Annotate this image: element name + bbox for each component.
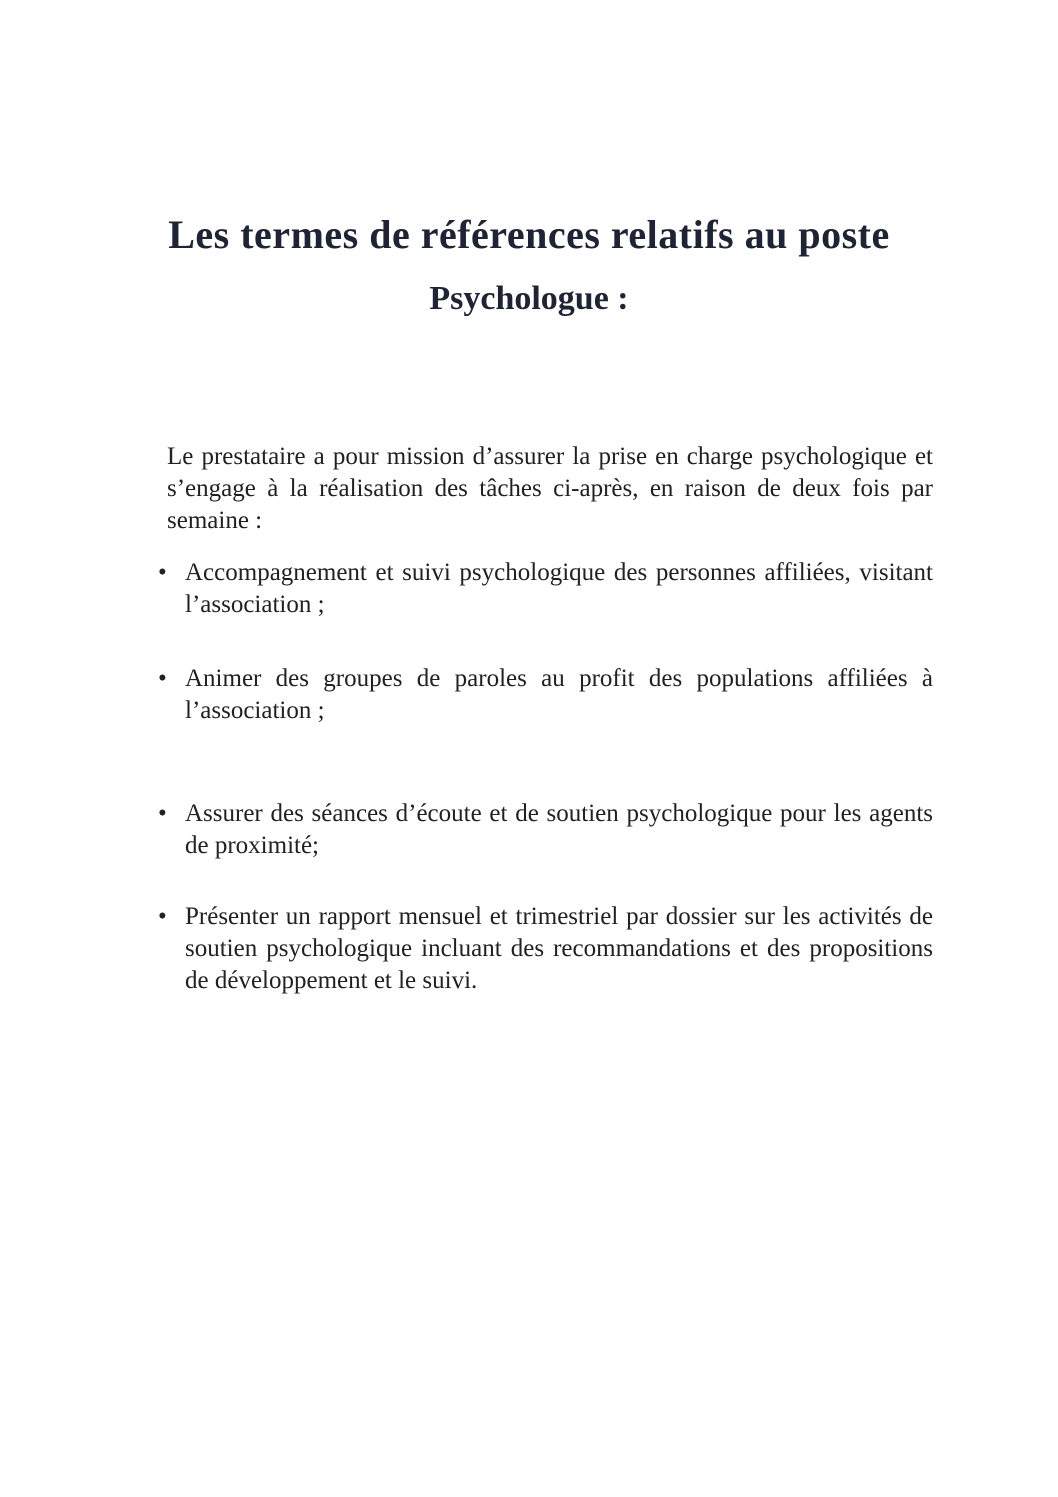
bullet-icon: •	[158, 665, 167, 692]
task-text: Animer des groupes de paroles au profit des populations affiliées à l’association ;	[185, 665, 933, 724]
task-text: Présenter un rapport mensuel et trimestriel par dossier sur les activités de soutien psychologique incluant des recommandations et des propositions de développement et le suivi.	[185, 903, 933, 994]
document-subtitle: Psychologue :	[429, 280, 629, 317]
bullet-icon: •	[158, 903, 167, 930]
task-item	[158, 798, 933, 862]
task-text: Assurer des séances d’écoute et de soutien psychologique pour les agents de proximité;	[185, 800, 933, 859]
task-text: Accompagnement et suivi psychologique des personnes affiliées, visitant l’association ;	[185, 559, 933, 618]
bullet-icon: •	[158, 559, 167, 586]
bullet-icon: •	[158, 800, 167, 827]
task-item	[158, 663, 933, 727]
task-list	[0, 557, 1058, 997]
task-item	[158, 557, 933, 621]
intro-paragraph: Le prestataire a pour mission d’assurer la prise en charge psychologique et s’engage à la réalisation des tâches ci-après, en raison de deux fois par semaine :	[167, 443, 933, 534]
task-item	[158, 901, 933, 997]
document-title: Les termes de références relatifs au poste	[168, 212, 890, 257]
